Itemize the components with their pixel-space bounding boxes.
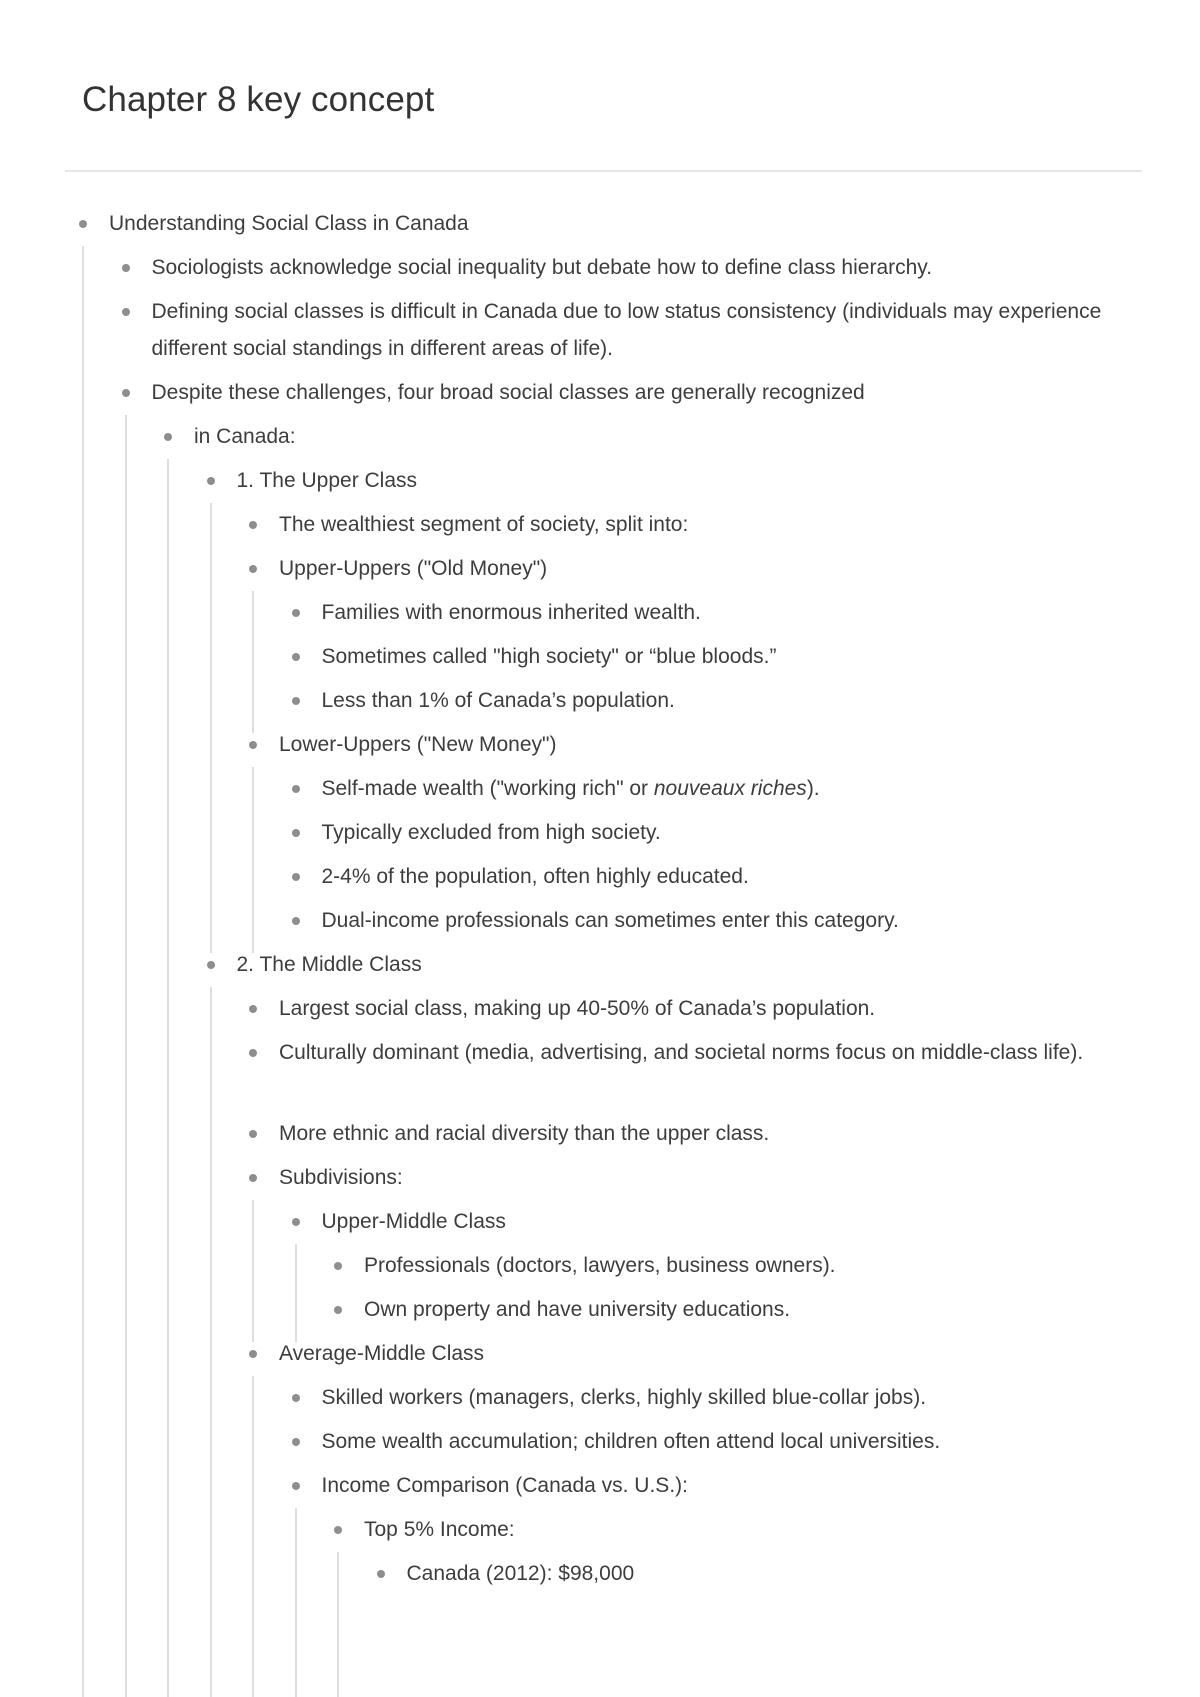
indent-guide-line (295, 1508, 297, 1697)
indent-guide-line (210, 503, 212, 953)
indent-guide-line (252, 591, 254, 733)
bullet-point (249, 1049, 257, 1057)
list-item: Typically excluded from high society. (321, 821, 661, 844)
list-item: Some wealth accumulation; children often attend local universities. (321, 1430, 941, 1453)
list-item: 1. The Upper Class (236, 469, 418, 492)
indent-guide-line (252, 1200, 254, 1342)
bullet-point (249, 1350, 257, 1358)
list-item: Sociologists acknowledge social inequality but debate how to define class hierarchy. (151, 256, 933, 279)
list-item: 2. The Middle Class (236, 953, 422, 976)
bullet-point (79, 220, 87, 228)
list-item: Skilled workers (managers, clerks, highly skilled blue-collar jobs). (321, 1386, 927, 1409)
bullet-point (377, 1570, 385, 1578)
list-item: Dual-income professionals can sometimes enter this category. (321, 909, 899, 932)
bullet-point (292, 785, 300, 793)
indent-guide-line (210, 987, 212, 1697)
list-item: The wealthiest segment of society, split into: (279, 513, 689, 536)
list-item: Culturally dominant (media, advertising, and societal norms focus on middle-class life). (279, 1041, 1084, 1064)
bullet-point (164, 433, 172, 441)
bullet-point (334, 1262, 342, 1270)
bullet-point (249, 521, 257, 529)
list-item (322, 770, 820, 807)
list-item: Upper-Middle Class (321, 1210, 506, 1233)
list-item: Average-Middle Class (279, 1342, 485, 1365)
list-item: Families with enormous inherited wealth. (321, 601, 701, 624)
list-item: Largest social class, making up 40-50% of Canada’s population. (279, 997, 876, 1020)
bullet-point (122, 308, 130, 316)
bullet-point (292, 873, 300, 881)
list-item: Understanding Social Class in Canada (109, 212, 469, 235)
list-item: Professionals (doctors, lawyers, business owners). (364, 1254, 836, 1277)
bullet-point (292, 829, 300, 837)
list-item: Despite these challenges, four broad social classes are generally recognized (151, 381, 865, 404)
list-item: in Canada: (194, 425, 296, 448)
list-item: Less than 1% of Canada’s population. (321, 689, 675, 712)
bullet-point (334, 1306, 342, 1314)
indent-guide-line (125, 415, 127, 1697)
indent-guide-line (295, 1244, 297, 1342)
bullet-point (292, 653, 300, 661)
bullet-point (207, 961, 215, 969)
list-item: Sometimes called "high society" or “blue bloods.” (321, 645, 777, 668)
indent-guide-line (252, 767, 254, 953)
bullet-point (207, 477, 215, 485)
bullet-point (122, 264, 130, 272)
indent-guide-line (252, 1376, 254, 1697)
list-item: 2-4% of the population, often highly educated. (321, 865, 749, 888)
bullet-point (249, 1174, 257, 1182)
bullet-point (122, 389, 130, 397)
bullet-point (249, 565, 257, 573)
bullet-point (292, 917, 300, 925)
bullet-point (292, 1394, 300, 1402)
list-item: More ethnic and racial diversity than the upper class. (279, 1122, 770, 1145)
list-item-text: Self-made wealth ("working rich" or (321, 777, 654, 800)
bullet-point (249, 1130, 257, 1138)
list-item-text-suffix: ). (806, 777, 820, 800)
list-item: Upper-Uppers ("Old Money") (279, 557, 548, 580)
list-item: Defining social classes is difficult in Canada due to low status consistency (individuals may experience different social standings in different areas of life). (151, 300, 1102, 360)
bullet-point (292, 1482, 300, 1490)
list-item: Lower-Uppers ("New Money") (279, 733, 557, 756)
list-item: Income Comparison (Canada vs. U.S.): (321, 1474, 688, 1497)
bullet-point (249, 1005, 257, 1013)
list-item-italic-text: nouveaux riches (653, 777, 807, 800)
bullet-point (334, 1526, 342, 1534)
list-item: Own property and have university educations. (364, 1298, 791, 1321)
indent-guide-line (167, 459, 169, 1697)
list-item: Canada (2012): $98,000 (406, 1562, 635, 1585)
indent-guide-line (82, 246, 84, 1697)
list-item: Top 5% Income: (364, 1518, 515, 1541)
bullet-point (292, 1438, 300, 1446)
bullet-point (292, 609, 300, 617)
bullet-point (292, 1218, 300, 1226)
indent-guide-line (337, 1552, 339, 1697)
page-title: Chapter 8 key concept (82, 80, 435, 119)
bullet-point (292, 697, 300, 705)
bullet-point (249, 741, 257, 749)
list-item: Subdivisions: (279, 1166, 403, 1189)
